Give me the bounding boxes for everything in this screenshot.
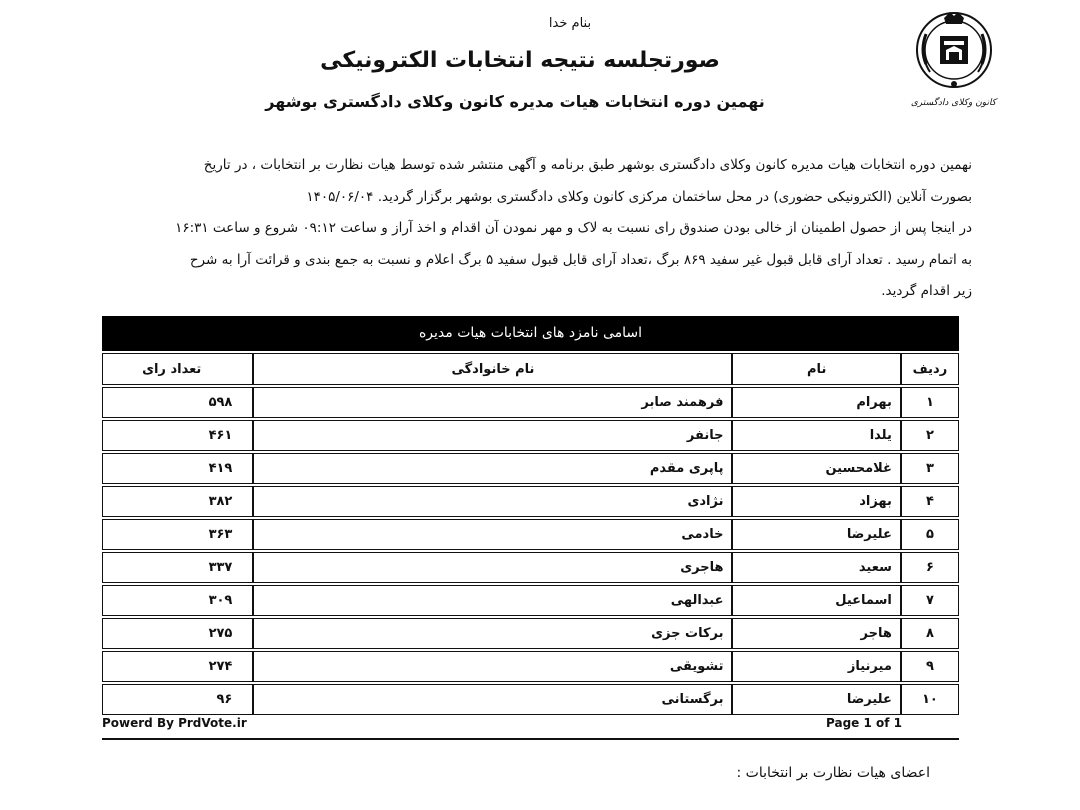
row-votes: ۳۶۳: [102, 519, 253, 550]
row-family: خادمی: [253, 519, 732, 550]
row-votes: ۲۷۴: [102, 651, 253, 682]
row-family: برگستانی: [253, 684, 732, 715]
column-header-votes: تعداد رای: [102, 353, 253, 385]
table-caption: اسامی نامزد های انتخابات هیات مدیره: [102, 316, 959, 351]
table-row: [102, 519, 959, 550]
row-votes: ۲۷۵: [102, 618, 253, 649]
row-index: ۴: [901, 486, 959, 517]
table-row: [102, 387, 959, 418]
paragraph-line: نهمین دوره انتخابات هیات مدیره کانون وکلای دادگستری بوشهر طبق برنامه و آگهی منتشر شده توسط هیات نظارت بر انتخابات ، در تاریخ: [203, 157, 972, 173]
row-name: هاجر: [732, 618, 900, 649]
row-name: یلدا: [732, 420, 900, 451]
table-row: [102, 651, 959, 682]
supervisors-label: اعضای هیات نظارت بر انتخابات :: [736, 765, 930, 781]
paragraph-line: در اینجا پس از حصول اطمینان از خالی بودن صندوق رای نسبت به لاک و مهر نمودن آن اقدام و اخذ آراز و ساعت ۰۹:۱۲ شروع و ساعت ۱۶:۳۱: [175, 220, 972, 236]
powered-by-text: Powerd By PrdVote.ir: [102, 716, 247, 730]
row-votes: ۴۶۱: [102, 420, 253, 451]
row-name: بهزاد: [732, 486, 900, 517]
results-table-container: [102, 316, 959, 717]
row-name: میرنیاز: [732, 651, 900, 682]
row-name: غلامحسین: [732, 453, 900, 484]
row-index: ۹: [901, 651, 959, 682]
column-header-index: ردیف: [901, 353, 959, 385]
table-row: [102, 684, 959, 715]
emblem-icon: [912, 6, 996, 98]
row-name: بهرام: [732, 387, 900, 418]
table-row: [102, 618, 959, 649]
row-votes: ۳۳۷: [102, 552, 253, 583]
row-family: پاپری مقدم: [253, 453, 732, 484]
column-header-family: نام خانوادگی: [253, 353, 732, 385]
row-index: ۱۰: [901, 684, 959, 715]
row-votes: ۳۰۹: [102, 585, 253, 616]
table-row: [102, 453, 959, 484]
document-title: صورتجلسه نتیجه انتخابات الکترونیکی: [320, 48, 720, 73]
row-family: جانفر: [253, 420, 732, 451]
row-name: اسماعیل: [732, 585, 900, 616]
minutes-paragraph: [100, 150, 972, 308]
footer-divider: [102, 738, 959, 740]
row-index: ۸: [901, 618, 959, 649]
paragraph-line: بصورت آنلاین (الکترونیکی حضوری) در محل ساختمان مرکزی کانون وکلای دادگستری بوشهر برگزار گردید. ۱۴۰۵/۰۶/۰۴: [306, 188, 972, 205]
row-name: علیرضا: [732, 684, 900, 715]
logo-caption: کانون وکلای دادگستری: [910, 98, 996, 108]
row-family: عبدالهی: [253, 585, 732, 616]
table-row: [102, 585, 959, 616]
row-family: هاجری: [253, 552, 732, 583]
page-footer: [102, 716, 902, 734]
table-row: [102, 486, 959, 517]
row-index: ۷: [901, 585, 959, 616]
table-row: [102, 420, 959, 451]
table-header-row: [102, 353, 959, 385]
row-name: سعید: [732, 552, 900, 583]
row-family: برکات جزی: [253, 618, 732, 649]
row-index: ۶: [901, 552, 959, 583]
table-row: [102, 552, 959, 583]
row-votes: ۵۹۸: [102, 387, 253, 418]
row-votes: ۴۱۹: [102, 453, 253, 484]
row-index: ۳: [901, 453, 959, 484]
row-index: ۵: [901, 519, 959, 550]
paragraph-line: به اتمام رسید . تعداد آرای قابل قبول غیر سفید ۸۶۹ برگ ،تعداد آرای قابل قبول سفید ۵ برگ اعلام و نسبت به جمع بندی و قرائت آرا به شرح: [189, 251, 972, 268]
bar-association-logo: [912, 6, 996, 114]
row-index: ۲: [901, 420, 959, 451]
invocation-text: بنام خدا: [548, 16, 592, 31]
row-family: فرهمند صابر: [253, 387, 732, 418]
row-votes: ۳۸۲: [102, 486, 253, 517]
row-index: ۱: [901, 387, 959, 418]
row-votes: ۹۶: [102, 684, 253, 715]
document-subtitle: نهمین دوره انتخابات هیات مدیره کانون وکلای دادگستری بوشهر: [265, 92, 765, 111]
column-header-name: نام: [732, 353, 900, 385]
paragraph-line: زیر اقدام گردید.: [881, 283, 972, 299]
page-number: Page 1 of 1: [826, 716, 902, 730]
results-table: [102, 351, 959, 717]
row-name: علیرضا: [732, 519, 900, 550]
row-family: تشویقی: [253, 651, 732, 682]
row-family: نژادی: [253, 486, 732, 517]
